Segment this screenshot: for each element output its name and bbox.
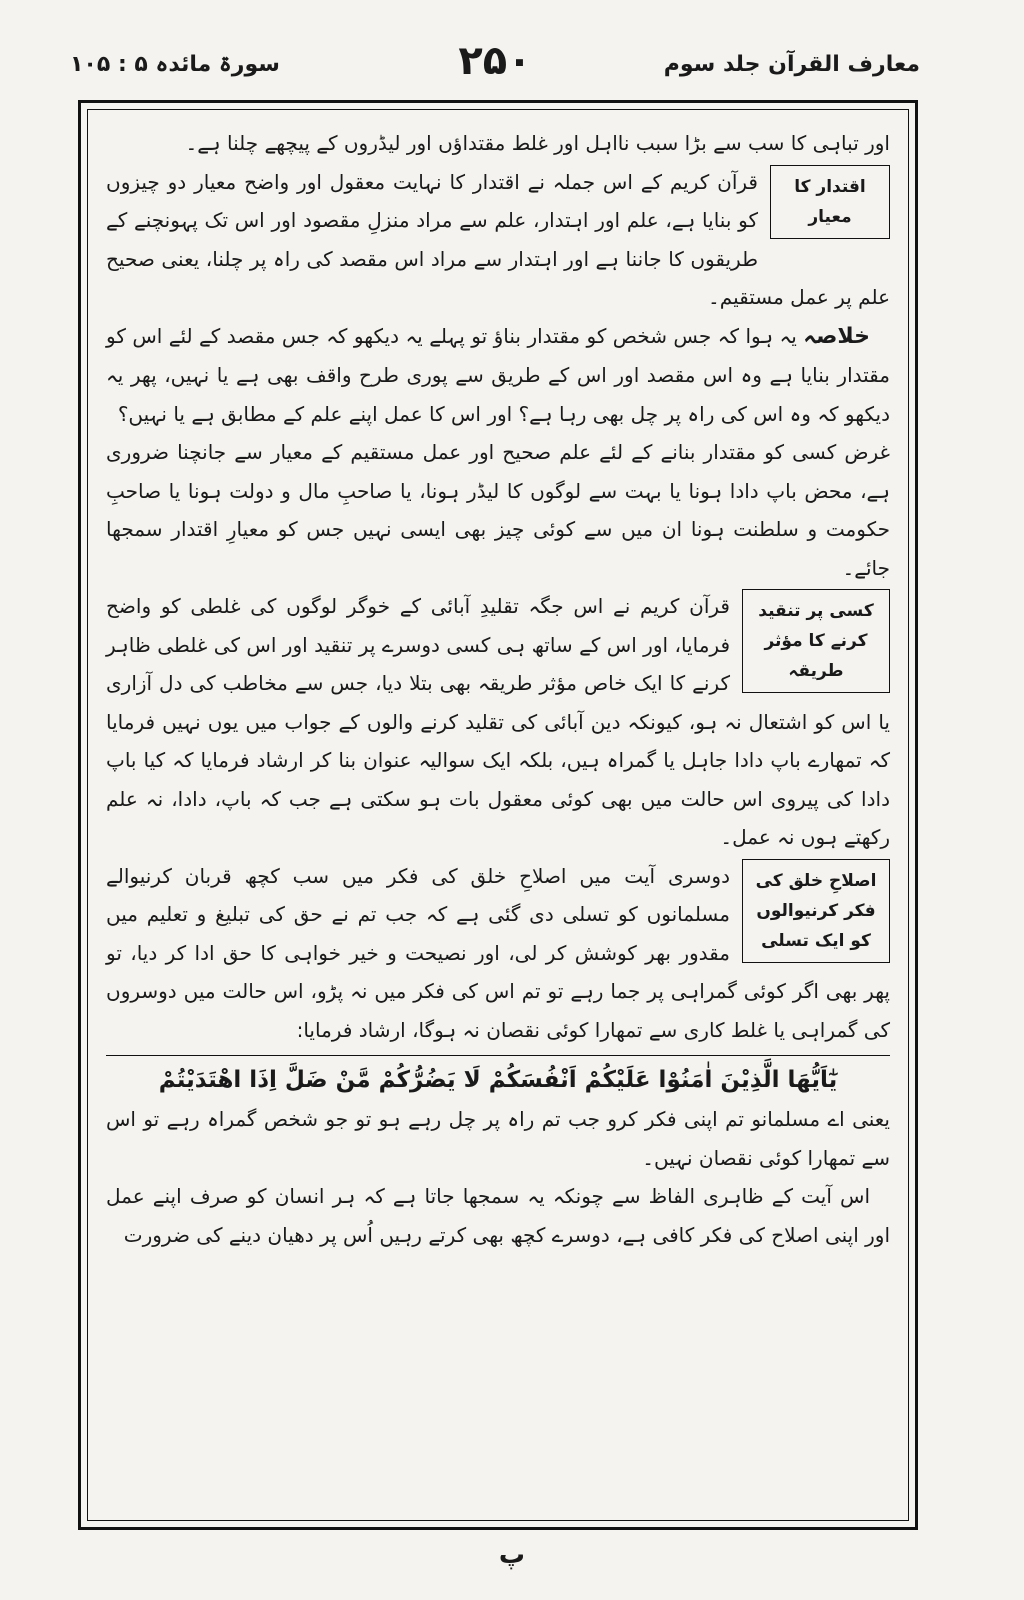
surah-reference: سورۃ مائدہ ۵ : ۱۰۵: [70, 52, 280, 77]
signature-mark: پ: [498, 1540, 526, 1570]
page-number: ۲۵۰: [458, 38, 532, 84]
quran-verse: یٰٓاَیُّهَا الَّذِیْنَ اٰمَنُوْا عَلَیْكُمْ اَنْفُسَكُمْ لَا یَضُرُّكُمْ مَّنْ ضَلَّ اِذَا اهْتَدَیْتُمْ: [106, 1055, 890, 1100]
side-heading-consolation: اصلاحِ خلق کی فکر کرنیوالوں کو ایک تسلی: [742, 859, 890, 963]
text-area: [87, 109, 909, 1521]
page-header: [70, 38, 920, 88]
paragraph-3-text: یہ ہوا کہ جس شخص کو مقتدار بناؤ تو پہلے یہ دیکھو کہ جس مقصد کے لئے اس کو مقتدار بنایا ہے وہ اس مقصد اور اس کے طریق سے پوری طرح واقف بھی ہے یا نہیں، پھر یہ دیکھو کہ وہ اس کی راہ پر چل بھی رہا ہے؟ اور اس کا عمل اپنے علم کے مطابق ہے یا نہیں؟: [106, 323, 890, 426]
side-heading-criterion: اقتدار کا معیار: [770, 165, 890, 239]
page-frame: [78, 100, 918, 1530]
paragraph-3: [106, 317, 890, 434]
paragraph-7: یعنی اے مسلمانو تم اپنی فکر کرو جب تم راہ پر چل رہے ہو تو جو شخص گمراہ رہے تو اس سے تمھارا کوئی نقصان نہیں۔: [106, 1107, 890, 1170]
paragraph-5: قرآن کریم نے اس جگہ تقلیدِ آبائی کے خوگر لوگوں کی غلطی کو واضح فرمایا، اور اس کے ساتھ ہی کسی دوسرے پر تنقید اور اس کی غلطی ظاہر کرنے کا ایک خاص مؤثر طریقہ بھی بتلا دیا، جس سے مخاطب کی دل آزاری یا اس کو اشتعال نہ ہو، کیونکہ دین آبائی کی تقلید کرنے والوں کے جواب میں یوں نہیں فرمایا کہ تمھارے باپ دادا جاہل یا گمراہ ہیں، بلکہ ایک سوالیہ عنوان بنا کر ارشاد فرمایا کہ کیا باپ دادا کی پیروی اس حالت میں بھی کوئی معقول بات ہو سکتی ہے جب کہ باپ، دادا، نہ علم رکھتے ہوں نہ عمل۔: [106, 594, 890, 849]
paragraph-4: غرض کسی کو مقتدار بنانے کے لئے علم صحیح اور عمل مستقیم کے معیار سے جانچنا ضروری ہے، محض باپ دادا ہونا یا بہت سے لوگوں کا لیڈر ہونا، یا صاحبِ مال و دولت ہونا یا صاحبِ حکومت و سلطنت ہونا ان میں سے کوئی چیز بھی ایسی نہیں جس کو معیارِ اقتدار سمجھا جائے۔: [106, 440, 890, 580]
paragraph-2: قرآن کریم کے اس جملہ نے اقتدار کا نہایت معقول اور واضح معیار دو چیزوں کو بنایا ہے، علم اور اہتدار، علم سے مراد منزلِ مقصود اور اس تک پہونچنے کے طریقوں کا جاننا ہے اور اہتدار سے مراد اس مقصد کی راہ پر چلنا، یعنی صحیح علم پر عمل مستقیم۔: [106, 169, 890, 309]
paragraph-8: اس آیت کے ظاہری الفاظ سے چونکہ یہ سمجھا جاتا ہے کہ ہر انسان کو صرف اپنے عمل اور اپنی اصلاح کی فکر کافی ہے، دوسرے کچھ بھی کرتے رہیں اُس پر دھیان دینے کی ضرورت: [106, 1184, 890, 1247]
summary-lead: خلاصہ: [803, 323, 870, 349]
page-content: [106, 124, 890, 1254]
side-heading-criticism: کسی پر تنقید کرنے کا مؤثر طریقہ: [742, 589, 890, 693]
paragraph-6: دوسری آیت میں اصلاحِ خلق کی فکر میں سب کچھ قربان کرنیوالے مسلمانوں کو تسلی دی گئی ہے کہ جب تم نے حق کی تبلیغ و تعلیم میں مقدور بھر کوشش کر لی، اور نصیحت و خیر خواہی کا حق ادا کر دیا، تو پھر بھی اگر کوئی گمراہی پر جما رہے تو تم اس کی فکر میں نہ پڑو، اس حالت میں دوسروں کی گمراہی یا غلط کاری سے تمھارا کوئی نقصان نہ ہوگا، ارشاد فرمایا:: [106, 863, 890, 1042]
paragraph-1: اور تباہی کا سب سے بڑا سبب نااہل اور غلط مقتداؤں اور لیڈروں کے پیچھے چلنا ہے۔: [185, 131, 890, 155]
book-title: معارف القرآن جلد سوم: [663, 52, 920, 77]
